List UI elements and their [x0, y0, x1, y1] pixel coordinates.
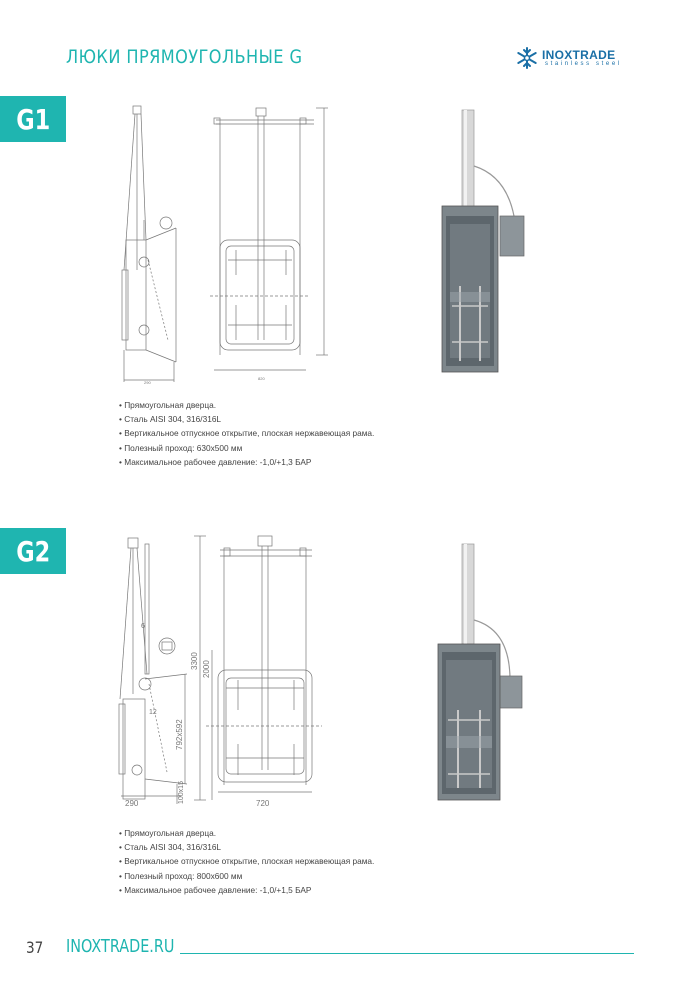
logo-tagline: stainless steel — [545, 61, 622, 67]
g1-spec-item: • Полезный проход: 630х500 мм — [119, 441, 374, 455]
g1-front-view-drawing — [206, 100, 346, 385]
logo-brand-text: INOXTRADE — [542, 48, 616, 62]
snowflake-icon — [515, 46, 539, 70]
g2-spec-item: • Вертикальное отпускное открытие, плоская нержавеющая рама. — [119, 854, 374, 868]
g1-front-width-label: 820 — [258, 376, 265, 381]
brand-logo[interactable] — [515, 46, 645, 72]
g1-spec-item: • Вертикальное отпускное открытие, плоская нержавеющая рама. — [119, 426, 374, 440]
website-link[interactable]: INOXTRADE.RU — [66, 936, 175, 957]
g2-front-width-label: 720 — [256, 799, 270, 808]
g2-dim-12-label: 12 — [149, 709, 157, 716]
g1-side-view-drawing — [118, 100, 188, 385]
g2-opening-label: 792х592 — [175, 719, 184, 750]
g2-height-total-label: 3300 — [190, 652, 199, 670]
g2-product-photo — [434, 540, 530, 802]
g2-frame-label: 100х15 — [178, 781, 185, 804]
page-number: 37 — [26, 938, 44, 957]
g1-product-photo — [436, 106, 532, 374]
g2-spec-item: • Полезный проход: 800х600 мм — [119, 869, 374, 883]
g2-spec-item: • Сталь AISI 304, 316/316L — [119, 840, 374, 854]
g2-spec-item: • Прямоугольная дверца. — [119, 826, 374, 840]
g2-dim-6-label: 6 — [141, 623, 145, 630]
g2-side-view-drawing — [115, 534, 190, 812]
section-tab-g1 — [0, 96, 66, 142]
footer-divider — [180, 953, 634, 954]
g2-side-width-label: 290 — [125, 799, 139, 808]
g2-spec-item: • Максимальное рабочее давление: -1,0/+1,5 БАР — [119, 883, 374, 897]
g2-height-inner-label: 2000 — [202, 660, 211, 678]
g2-spec-list — [119, 826, 374, 897]
g1-spec-item: • Прямоугольная дверца. — [119, 398, 374, 412]
g1-spec-item: • Максимальное рабочее давление: -1,0/+1,3 БАР — [119, 455, 374, 469]
page-title: ЛЮКИ ПРЯМОУГОЛЬНЫЕ G — [66, 46, 303, 68]
g1-side-width-label: 290 — [144, 380, 151, 385]
g1-spec-item: • Сталь AISI 304, 316/316L — [119, 412, 374, 426]
section-tab-g2 — [0, 528, 66, 574]
section-tab-label: G1 — [16, 102, 50, 136]
section-tab-label: G2 — [16, 534, 50, 568]
g1-spec-list — [119, 398, 374, 469]
